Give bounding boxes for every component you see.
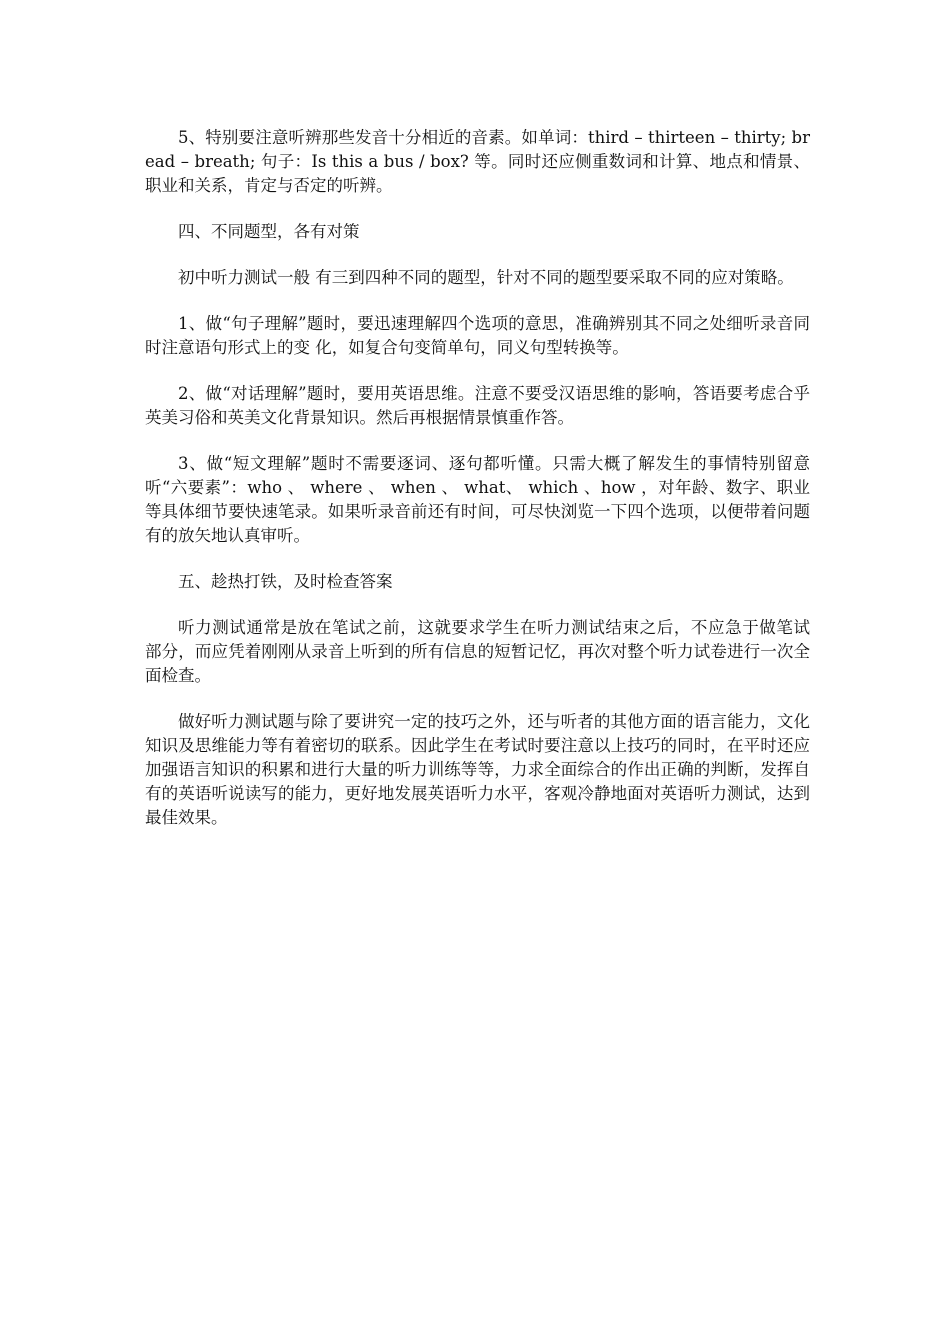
paragraph-dialogue-understanding: 2、做“对话理解”题时，要用英语思维。注意不要受汉语思维的影响，答语要考虑合乎英美习俗和英美文化背景知识。然后再根据情景慎重作答。 [145, 384, 810, 427]
paragraph-pronunciation-tips: 5、特别要注意听辨那些发音十分相近的音素。如单词：third – thirteen – thirty; bread – breath; 句子：Is this a bus / box? 等。同时还应侧重数词和计算、地点和情景、职业和关系，肯定与否定的听辨。 [145, 128, 810, 195]
paragraph-question-types-intro: 初中听力测试一般 有三到四种不同的题型，针对不同的题型要采取不同的应对策略。 [178, 268, 794, 287]
paragraph-check-answers: 听力测试通常是放在笔试之前，这就要求学生在听力测试结束之后，不应急于做笔试 部分，而应凭着刚刚从录音上听到的所有信息的短暂记忆，再次对整个听力试卷进行一次全面检查。 [145, 618, 810, 685]
paragraph-sentence-understanding: 1、做“句子理解”题时，要迅速理解四个选项的意思，准确辨别其不同之处细听录音同时注意语句形式上的变 化，如复合句变简单句，同义句型转换等。 [145, 314, 810, 357]
section-heading-question-types: 四、不同题型，各有对策 [178, 222, 360, 241]
section-heading-check-answers: 五、趁热打铁，及时检查答案 [178, 572, 393, 591]
paragraph-passage-understanding: 3、做“短文理解”题时不需要逐词、逐句都听懂。只需大概了解发生的事情特别留意听“六要素”：who 、 where 、 when 、 what、 which 、how ，对年龄、数字、职业等具体细节要快速笔录。如果听录音前还有时间，可尽快浏览一下四个选项，以便带着问题有的放矢地认真审听。 [145, 454, 810, 545]
document-body [145, 126, 810, 852]
paragraph-conclusion: 做好听力测试题与除了要讲究一定的技巧之外，还与听者的其他方面的语言能力，文化知识及思维能力等有着密切的联系。因此学生在考试时要注意以上技巧的同时，在平时还应加强语言知识的积累和进行大量的听力训练等等，力求全面综合的作出正确的判断，发挥自有的英语听说读写的能力，更好地发展英语听力水平，客观冷静地面对英语听力测试，达到最佳效果。 [145, 712, 810, 827]
